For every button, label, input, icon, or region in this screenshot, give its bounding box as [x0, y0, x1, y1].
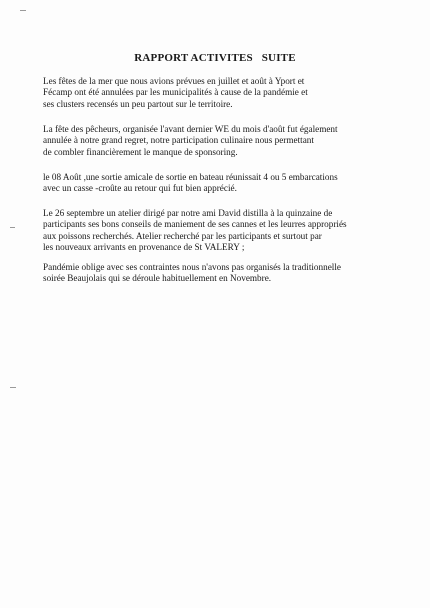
- paragraph-beaujolais-evening: [43, 262, 403, 285]
- scan-mark-top: [20, 10, 26, 11]
- text-line: La fête des pêcheurs, organisée l'avant dernier WE du mois d'août fut également: [43, 124, 338, 134]
- text-line: Fécamp ont été annulées par les municipalités à cause de la pandémie et: [43, 87, 308, 98]
- text-line: aux poissons recherchés. Atelier recherché par les participants et surtout par: [43, 230, 322, 241]
- text-line: participants ses bons conseils de maniement de ses cannes et les leurres appropriés: [43, 219, 347, 230]
- text-line: ses clusters recensés un peu partout sur le territoire.: [43, 98, 233, 109]
- scan-mark-bottom: [10, 387, 16, 388]
- text-line: avec un casse -croûte au retour qui fut bien apprécié.: [43, 183, 237, 194]
- text-line: annulée à notre grand regret, notre participation culinaire nous permettant: [43, 135, 314, 146]
- paragraph-summer-festivals: [43, 76, 403, 110]
- document-title: RAPPORT ACTIVITES SUITE: [134, 52, 296, 64]
- paragraph-fishing-workshop: [43, 208, 403, 254]
- text-line: le 08 Août ,une sortie amicale de sortie en bateau réunissait 4 ou 5 embarcations: [43, 172, 338, 182]
- text-line: soirée Beaujolais qui se déroule habituellement en Novembre.: [43, 273, 272, 284]
- paragraph-fishermen-festival: [43, 124, 403, 158]
- text-line: Les fêtes de la mer que nous avions prévues en juillet et août à Yport et: [43, 76, 305, 86]
- paragraph-boat-outing: [43, 172, 403, 195]
- text-line: les nouveaux arrivants en provenance de St VALERY ;: [43, 242, 245, 253]
- text-line: de combler financièrement le manque de sponsoring.: [43, 146, 238, 157]
- text-line: Pandémie oblige avec ses contraintes nous n'avons pas organisés la traditionnelle: [43, 262, 341, 272]
- text-line: Le 26 septembre un atelier dirigé par notre ami David distilla à la quinzaine de: [43, 208, 333, 218]
- scan-mark-middle: [10, 227, 15, 228]
